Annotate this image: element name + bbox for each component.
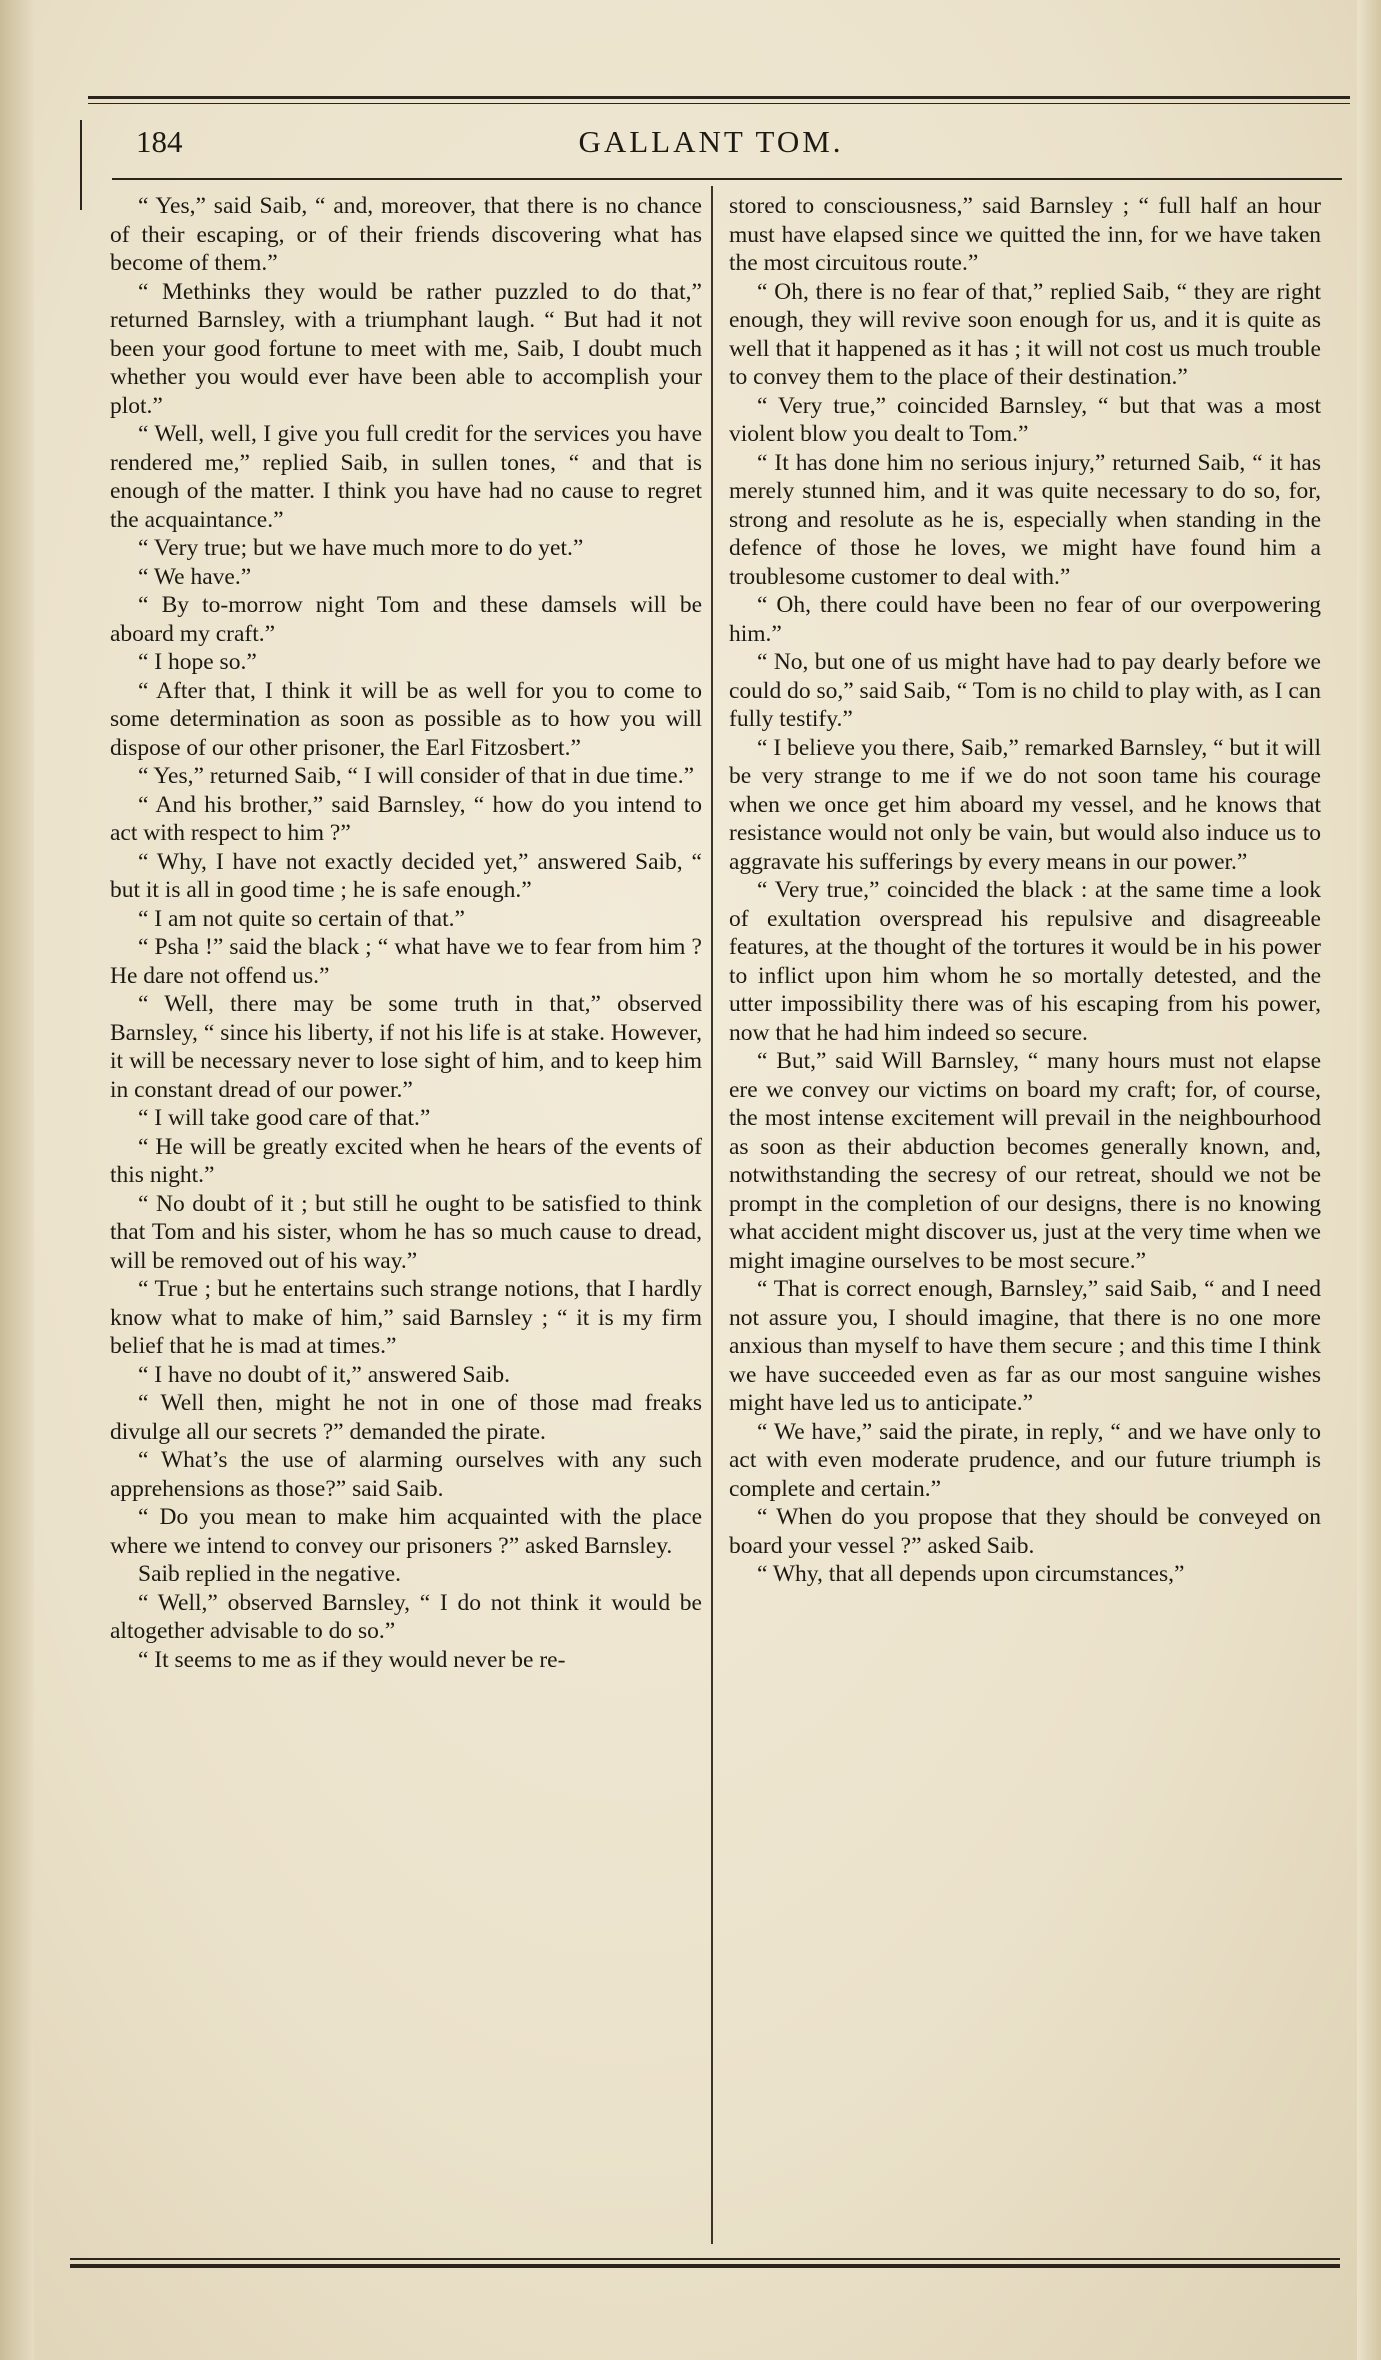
paragraph: “ No doubt of it ; but still he ought to be satisfied to think that Tom and his sister, whom he has so much cause to dread, will be removed out of his way.” — [110, 1190, 702, 1274]
paragraph: “ Do you mean to make him acquainted with the place where we intend to convey our prisoners ?” asked Barnsley. — [110, 1504, 702, 1559]
paragraph: “ True ; but he entertains such strange notions, that I hardly know what to make of him,” said Barnsley ; “ it is my firm belief that he is mad at times.” — [110, 1276, 702, 1359]
paragraph: “ Very true; but we have much more to do yet.” — [138, 535, 584, 561]
paragraph: “ When do you propose that they should be conveyed on board your vessel ?” asked Saib. — [729, 1504, 1321, 1559]
paragraph: “ We have,” said the pirate, in reply, “ and we have only to act with even moderate prudence, and our future triumph is complete and certain.” — [729, 1418, 1321, 1502]
paragraph: “ I have no doubt of it,” answered Saib. — [138, 1361, 510, 1388]
paragraph: “ What’s the use of alarming ourselves with any such apprehensions as those?” said Saib. — [110, 1447, 702, 1502]
text-column-left — [110, 192, 702, 1674]
paragraph: “ Well, there may be some truth in that,” observed Barnsley, “ since his liberty, if not his life is at stake. However, it will be necessary never to lose sight of him, and to keep him in constant dread of our power.” — [110, 991, 702, 1103]
paragraph: “ After that, I think it will be as well for you to come to some determination as soon as possible as to how you will dispose of our other prisoner, the Earl Fitzosbert.” — [110, 677, 702, 761]
paragraph: “ We have.” — [138, 563, 252, 590]
page-header — [136, 124, 1286, 170]
text-column-right — [729, 192, 1321, 1589]
top-rule-thick — [88, 96, 1350, 99]
page-edge-shadow — [1357, 0, 1381, 2360]
page-number: 184 — [136, 124, 183, 159]
paragraph: “ Psha !” said the black ; “ what have we to fear from him ? He dare not offend us.” — [110, 934, 702, 989]
paragraph: “ Well, well, I give you full credit for the services you have rendered me,” replied Saib, in sullen tones, “ and that is enough of the matter. I think you have had no cause to regret the acquaintance.” — [110, 421, 702, 533]
paragraph: “ Oh, there is no fear of that,” replied Saib, “ they are right enough, they will revive soon enough for us, and it is quite as well that it happened as it has ; it will not cost us much trouble to convey them to the place of their destination.” — [729, 278, 1321, 390]
paragraph: “ It seems to me as if they would never be re- — [138, 1646, 566, 1673]
header-rule — [112, 178, 1342, 180]
paragraph: “ By to-morrow night Tom and these damsels will be aboard my craft.” — [110, 592, 702, 647]
paragraph: “ Well,” observed Barnsley, “ I do not think it would be altogether advisable to do so.” — [110, 1589, 702, 1644]
bottom-rule-thin — [70, 2258, 1340, 2260]
bottom-rule-thick — [70, 2264, 1340, 2268]
paragraph: “ Very true,” coincided the black : at the same time a look of exultation overspread his repulsive and disagreeable features, at the thought of the tortures it would be in his power to inflict upon him whom he so mortally detested, and the utter impossibility there was of his escaping from his power, now that he had him indeed so secure. — [729, 877, 1321, 1046]
paragraph: “ Yes,” returned Saib, “ I will consider of that in due time.” — [138, 763, 695, 789]
paragraph: “ It has done him no serious injury,” returned Saib, “ it has merely stunned him, and it was quite necessary to do so, for, strong and resolute as he is, especially when standing in the defence of those he loves, we might have found him a troublesome customer to deal with.” — [729, 449, 1321, 590]
paragraph: stored to consciousness,” said Barnsley ; “ full half an hour must have elapsed since we quitted the inn, for we have taken the most circuitous route.” — [729, 193, 1321, 276]
paragraph: “ Why, that all depends upon circumstances,” — [757, 1561, 1185, 1587]
paragraph: “ Oh, there could have been no fear of our overpowering him.” — [729, 592, 1321, 647]
paragraph: “ I hope so.” — [138, 649, 257, 675]
paragraph: “ No, but one of us might have had to pay dearly before we could do so,” said Saib, “ Tom is no child to play with, as I can fully testify.” — [729, 649, 1321, 732]
paragraph: “ Why, I have not exactly decided yet,” answered Saib, “ but it is all in good time ; he is safe enough.” — [110, 848, 702, 903]
paragraph: “ Well then, might he not in one of those mad freaks divulge all our secrets ?” demanded the pirate. — [110, 1390, 702, 1445]
column-divider — [711, 186, 713, 2244]
paragraph: “ Very true,” coincided Barnsley, “ but that was a most violent blow you dealt to Tom.” — [729, 392, 1321, 447]
paragraph: “ Yes,” said Saib, “ and, moreover, that there is no chance of their escaping, or of their friends discovering what has become of them.” — [110, 193, 702, 276]
paragraph: “ And his brother,” said Barnsley, “ how do you intend to act with respect to him ?” — [110, 791, 702, 846]
paragraph: “ He will be greatly excited when he hears of the events of this night.” — [110, 1133, 702, 1188]
running-title: GALLANT TOM. — [578, 124, 844, 159]
page-binding-shadow — [0, 0, 34, 2360]
paragraph: “ Methinks they would be rather puzzled to do that,” returned Barnsley, with a triumphant laugh. “ But had it not been your good fortune to meet with me, Saib, I doubt much whether you would ever have been able to accomplish your plot.” — [110, 278, 702, 419]
paragraph: “ But,” said Will Barnsley, “ many hours must not elapse ere we convey our victims on board my craft; for, of course, the most intense excitement will prevail in the neighbourhood as soon as their abduction becomes generally known, and, notwithstanding the secresy of our retreat, should we not be prompt in the completion of our designs, there is no knowing what accident might discover us, just at the very time when we might imagine ourselves to be most secure.” — [729, 1048, 1321, 1274]
paragraph: “ I am not quite so certain of that.” — [138, 905, 465, 932]
top-rule-thin — [88, 103, 1350, 104]
paragraph: “ That is correct enough, Barnsley,” said Saib, “ and I need not assure you, I should imagine, that there is no one more anxious than myself to have them secure ; and this time I think we have succeeded even as far as our most sanguine wishes might have led us to anticipate.” — [729, 1276, 1321, 1416]
paragraph: “ I will take good care of that.” — [138, 1105, 431, 1131]
paragraph: Saib replied in the negative. — [138, 1561, 401, 1587]
paragraph: “ I believe you there, Saib,” remarked Barnsley, “ but it will be very strange to me if we do not soon tame his courage when we once get him aboard my vessel, and he knows that resistance would not only be vain, but would also induce us to aggravate his sufferings by every means in our power.” — [729, 734, 1321, 875]
margin-rule — [80, 120, 82, 210]
